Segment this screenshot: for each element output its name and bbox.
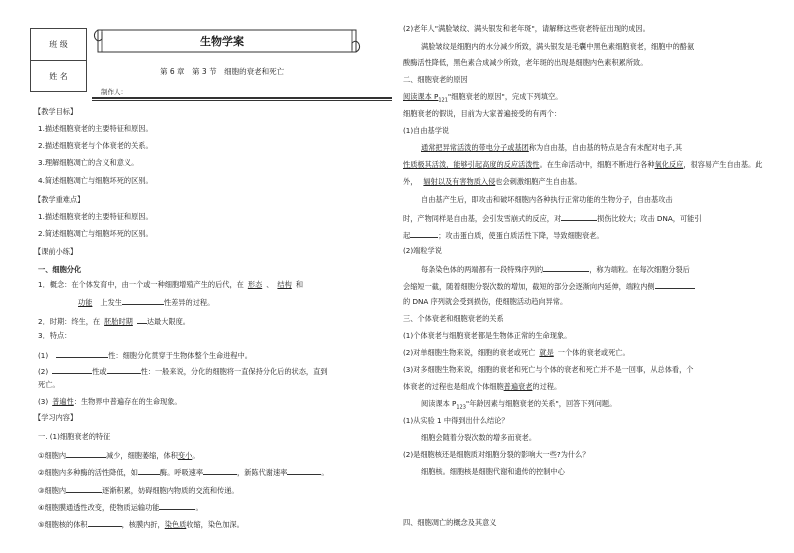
telomere-line-3: 的 DNA 序列就会受到损伤，使细胞活动趋向异常。 [403,297,568,306]
aging-feature-4: ④细胞膜通透性改变，使物质运输功能 。 [38,503,203,512]
answer-nucleus: 细胞核。细胞核是细胞代谢和遗传的控制中心 [421,467,565,476]
free-radical-line-3: 外， 辐射以及有害物质入侵也会刺激细胞产生自由基。 [403,177,582,186]
key-item: 1.描述细胞衰老的主要特征和原因。 [38,212,153,221]
concept-line-2: 功能 上发生 性差异的过程。 [78,298,215,307]
keys-heading: 【教学重难点】 [34,195,85,204]
question-nucleus: (2)是细胞核还是细胞质对细胞分裂的影响大一些?为什么？ [403,450,590,459]
read-instruction-1: 阅读课本 $P_{121}$"细胞衰老的原因"，完成下列填空。 [403,92,563,104]
chapter-subtitle: 第 6 章 第 3 节 细胞的衰老和死亡 [160,67,285,76]
warmup-heading: 【课前小练】 [34,247,78,256]
free-radical-line-6: 起 ；攻击蛋白质，使蛋白质活性下降，导致细胞衰老。 [403,231,604,240]
free-radical-line-1: 通常把异常活泼的带电分子或基团称为自由基，自由基的特点是含有未配对电子,其 [421,143,683,152]
period-line: 2．时期：终生，在 胚胎时期 达最大限度。 [38,317,190,326]
free-radical-line-5: 时，产物同样是自由基，会引发雪崩式的反应，对 损伤比较大；攻击 DNA，可能引 [403,214,702,223]
concept-line-1: 1．概念：在个体发育中，由一个或一种细胞增殖产生的后代，在 形态 、 结构 和 [38,280,304,289]
section-relationship: 三、个体衰老和细胞衰老的关系 [403,314,504,323]
telomere-heading: (2)端粒学说 [403,246,442,255]
aging-feature-1: ①细胞内 减少，细胞萎缩，体积变小。 [38,451,200,460]
author-label: 制作人： [101,88,127,96]
answer-experiment-1: 细胞会随着分裂次数的增多而衰老。 [421,433,537,442]
header-rule-thin [92,100,392,101]
feature-2: (2) 性或 性：一般来说，分化的细胞将一直保持分化后的状态，直到 [38,367,328,376]
page-title: 生物学案 [200,35,244,48]
telomere-line-2: 会缩短一截，随着细胞分裂次数的增加，截短的部分会逐渐向内延伸，端粒内侧 [403,281,695,290]
goal-item: 3.理解细胞凋亡的含义和意义。 [38,158,139,167]
feature-3: (3) 普遍性：生物界中普遍存在的生命现象。 [38,397,182,406]
goal-item: 1.描述细胞衰老的主要特征和原因。 [38,124,153,133]
section-differentiation: 一、细胞分化 [38,265,82,274]
section-apoptosis: 四、细胞凋亡的概念及其意义 [403,518,497,527]
features-heading: 3．特点： [38,331,72,340]
feature-1: (1) 性：细胞分化贯穿于生物体整个生命进程中。 [38,351,252,360]
name-label: 姓 名 [31,60,86,92]
study-heading: 【学习内容】 [34,413,78,422]
class-label: 班 级 [49,40,68,49]
telomere-line-1: 每条染色体的两端都有一段特殊序列的 ，称为端粒。在每次细胞分裂后 [421,265,690,274]
goal-item: 4.简述细胞凋亡与细胞坏死的区别。 [38,176,153,185]
question-2: (2)老年人"满脸皱纹、满头银发和老年斑"，请解释这些衰老特征出现的成因。 [403,24,650,33]
relation-3: (3)对多细胞生物来说，细胞的衰老和死亡与个体的衰老和死亡并不是一回事，从总体看，个 [403,365,694,374]
free-radical-heading: (1)自由基学说 [403,126,450,135]
aging-features-heading: 一. (1)细胞衰老的特征 [38,432,111,441]
aging-feature-2: ②细胞内多种酶的活性降低，如 酶。呼吸速率 ，新陈代谢速率 。 [38,468,329,477]
answer-2-line-2: 酸酶活性降低，黑色素合成减少所致，老年斑的出现是细胞内色素积累所致。 [403,58,648,67]
aging-feature-5: ⑤细胞核的体积 ，核膜内折，染色质收缩，染色加深。 [38,520,244,529]
relation-3-cont: 体衰老的过程也是组成个体细胞普遍衰老的过程。 [403,382,562,391]
answer-2-line-1: 满脸皱纹是细胞内的水分减少所致，满头银发是毛囊中黑色素细胞衰老，细胞中的酪氨 [421,42,695,51]
section-aging-causes: 二、细胞衰老的原因 [403,75,468,84]
relation-2: (2)对单细胞生物来说，细胞的衰老或死亡 就是 一个体的衰老或死亡。 [403,348,630,357]
header-rule [92,97,392,99]
free-radical-line-4: 自由基产生后，即攻击和破坏细胞内各种执行正常功能的生物分子，自由基攻击 [421,195,673,204]
header-info-table [30,28,87,92]
relation-1: (1)个体衰老与细胞衰老都是生物体正常的生命现象。 [403,331,572,340]
goals-heading: 【教学目标】 [34,107,78,116]
aging-feature-3: ③细胞内 逐渐积累，妨碍细胞内物质的交流和传递。 [38,486,239,495]
feature-2-cont: 死亡。 [38,380,60,389]
read-instruction-2: 阅读课本 $P_{123}$"年龄因素与细胞衰老的关系"，回答下列问题。 [421,399,617,411]
hypothesis-intro: 细胞衰老的假说，目前为大家普遍接受的有两个： [403,109,562,118]
question-experiment-1: (1)从实验 1 中得到出什么结论？ [403,416,509,425]
key-item: 2.简述细胞凋亡与细胞坏死的区别。 [38,229,153,238]
goal-item: 2.描述细胞衰老与个体衰老的关系。 [38,141,153,150]
free-radical-line-2: 性质极其活泼，能够引起高度的反应活泼性。在生命活动中，细胞不断进行各种氧化反应，很容易产生自由基。此 [403,160,763,169]
